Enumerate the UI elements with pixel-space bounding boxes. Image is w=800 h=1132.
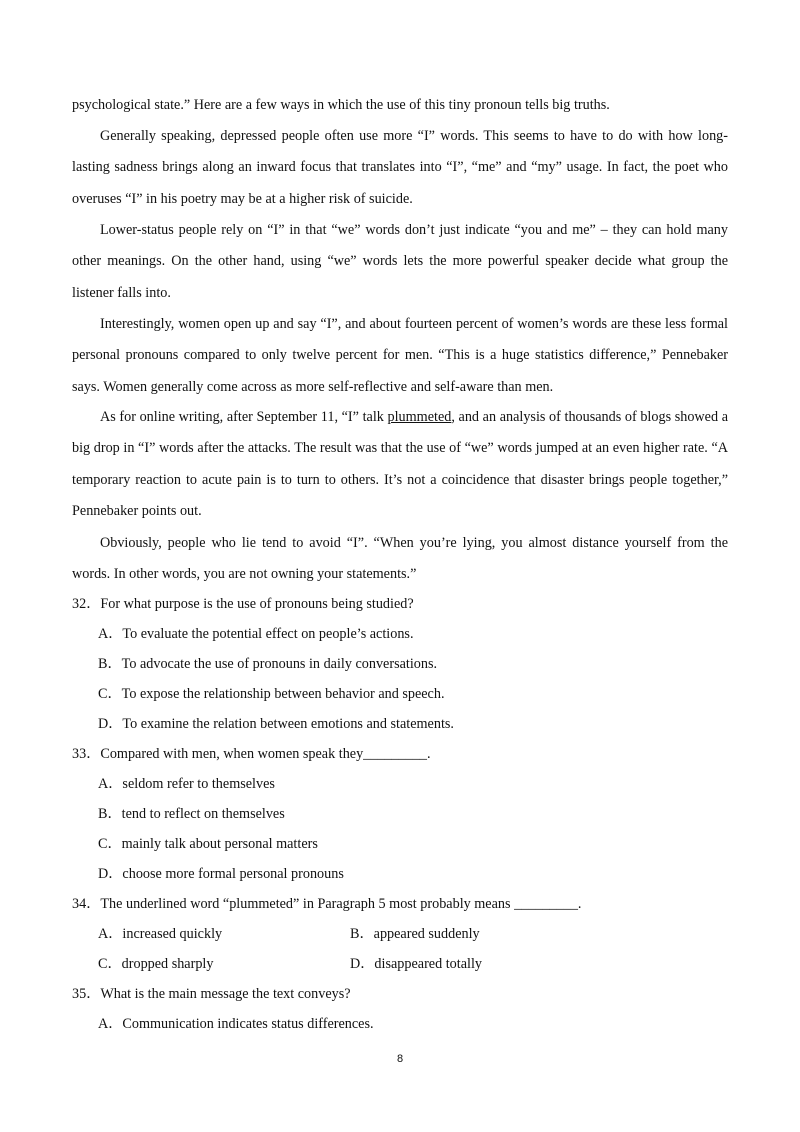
- passage-paragraph-2: Lower-status people rely on “I” in that “we” words don’t just indicate “you and me” – they can hold many other meanings. On the other hand, using “we” words lets the more powerful speaker decide what group the listener falls into.: [72, 222, 728, 301]
- question-32-option-b: B．To advocate the use of pronouns in daily conversations.: [98, 656, 438, 672]
- question-35-stem: 35．What is the main message the text conveys?: [72, 986, 351, 1002]
- question-33-option-d: D．choose more formal personal pronouns: [98, 866, 344, 882]
- question-34-stem: 34．The underlined word “plummeted” in Paragraph 5 most probably means _________.: [72, 896, 582, 912]
- passage-paragraph-4: [72, 402, 728, 527]
- question-34-option-b: B．appeared suddenly: [350, 926, 480, 942]
- paragraph-4-text-end: , and an analysis of thousands of blogs showed a big drop in “I” words after the attacks. The result was that the use of “we” words jumped at an even higher rate. “A temporary reaction to acute pain is to turn to others. It’s not a coincidence that disaster brings people together,” Pennebaker points out.: [72, 409, 729, 519]
- question-32-stem: 32．For what purpose is the use of pronouns being studied?: [72, 596, 414, 612]
- passage-paragraph-1: Generally speaking, depressed people often use more “I” words. This seems to have to do with how long-lasting sadness brings along an inward focus that translates into “I”, “me” and “my” usage. In fact, the poet who overuses “I” in his poetry may be at a higher risk of suicide.: [72, 128, 728, 207]
- passage-paragraph-3: Interestingly, women open up and say “I”, and about fourteen percent of women’s words are these less formal personal pronouns compared to only twelve percent for men. “This is a huge statistics difference,” Pennebaker says. Women generally come across as more self-reflective and self-aware than men.: [72, 316, 728, 395]
- question-33-option-a: A．seldom refer to themselves: [98, 776, 275, 792]
- question-34-option-c: C．dropped sharply: [98, 956, 214, 972]
- passage-paragraph-continuation: psychological state.” Here are a few ways in which the use of this tiny pronoun tells big truths.: [72, 97, 610, 113]
- question-32-option-c: C．To expose the relationship between behavior and speech.: [98, 686, 445, 702]
- underlined-word: plummeted: [387, 409, 452, 425]
- passage-paragraph-5: Obviously, people who lie tend to avoid “I”. “When you’re lying, you almost distance yourself from the words. In other words, you are not owning your statements.”: [72, 535, 728, 583]
- paragraph-4-text-start: As for online writing, after September 11, “I” talk: [100, 409, 388, 425]
- question-33-option-b: B．tend to reflect on themselves: [98, 806, 285, 822]
- question-34-option-d: D．disappeared totally: [350, 956, 482, 972]
- question-33-stem: 33．Compared with men, when women speak they_________.: [72, 746, 431, 762]
- question-33-option-c: C．mainly talk about personal matters: [98, 836, 318, 852]
- question-32-option-d: D．To examine the relation between emotions and statements.: [98, 716, 454, 732]
- question-35-option-a: A．Communication indicates status differences.: [98, 1016, 374, 1032]
- question-34-option-a: A．increased quickly: [98, 926, 223, 942]
- question-32-option-a: A．To evaluate the potential effect on people’s actions.: [98, 626, 414, 642]
- page-number: 8: [396, 1053, 404, 1065]
